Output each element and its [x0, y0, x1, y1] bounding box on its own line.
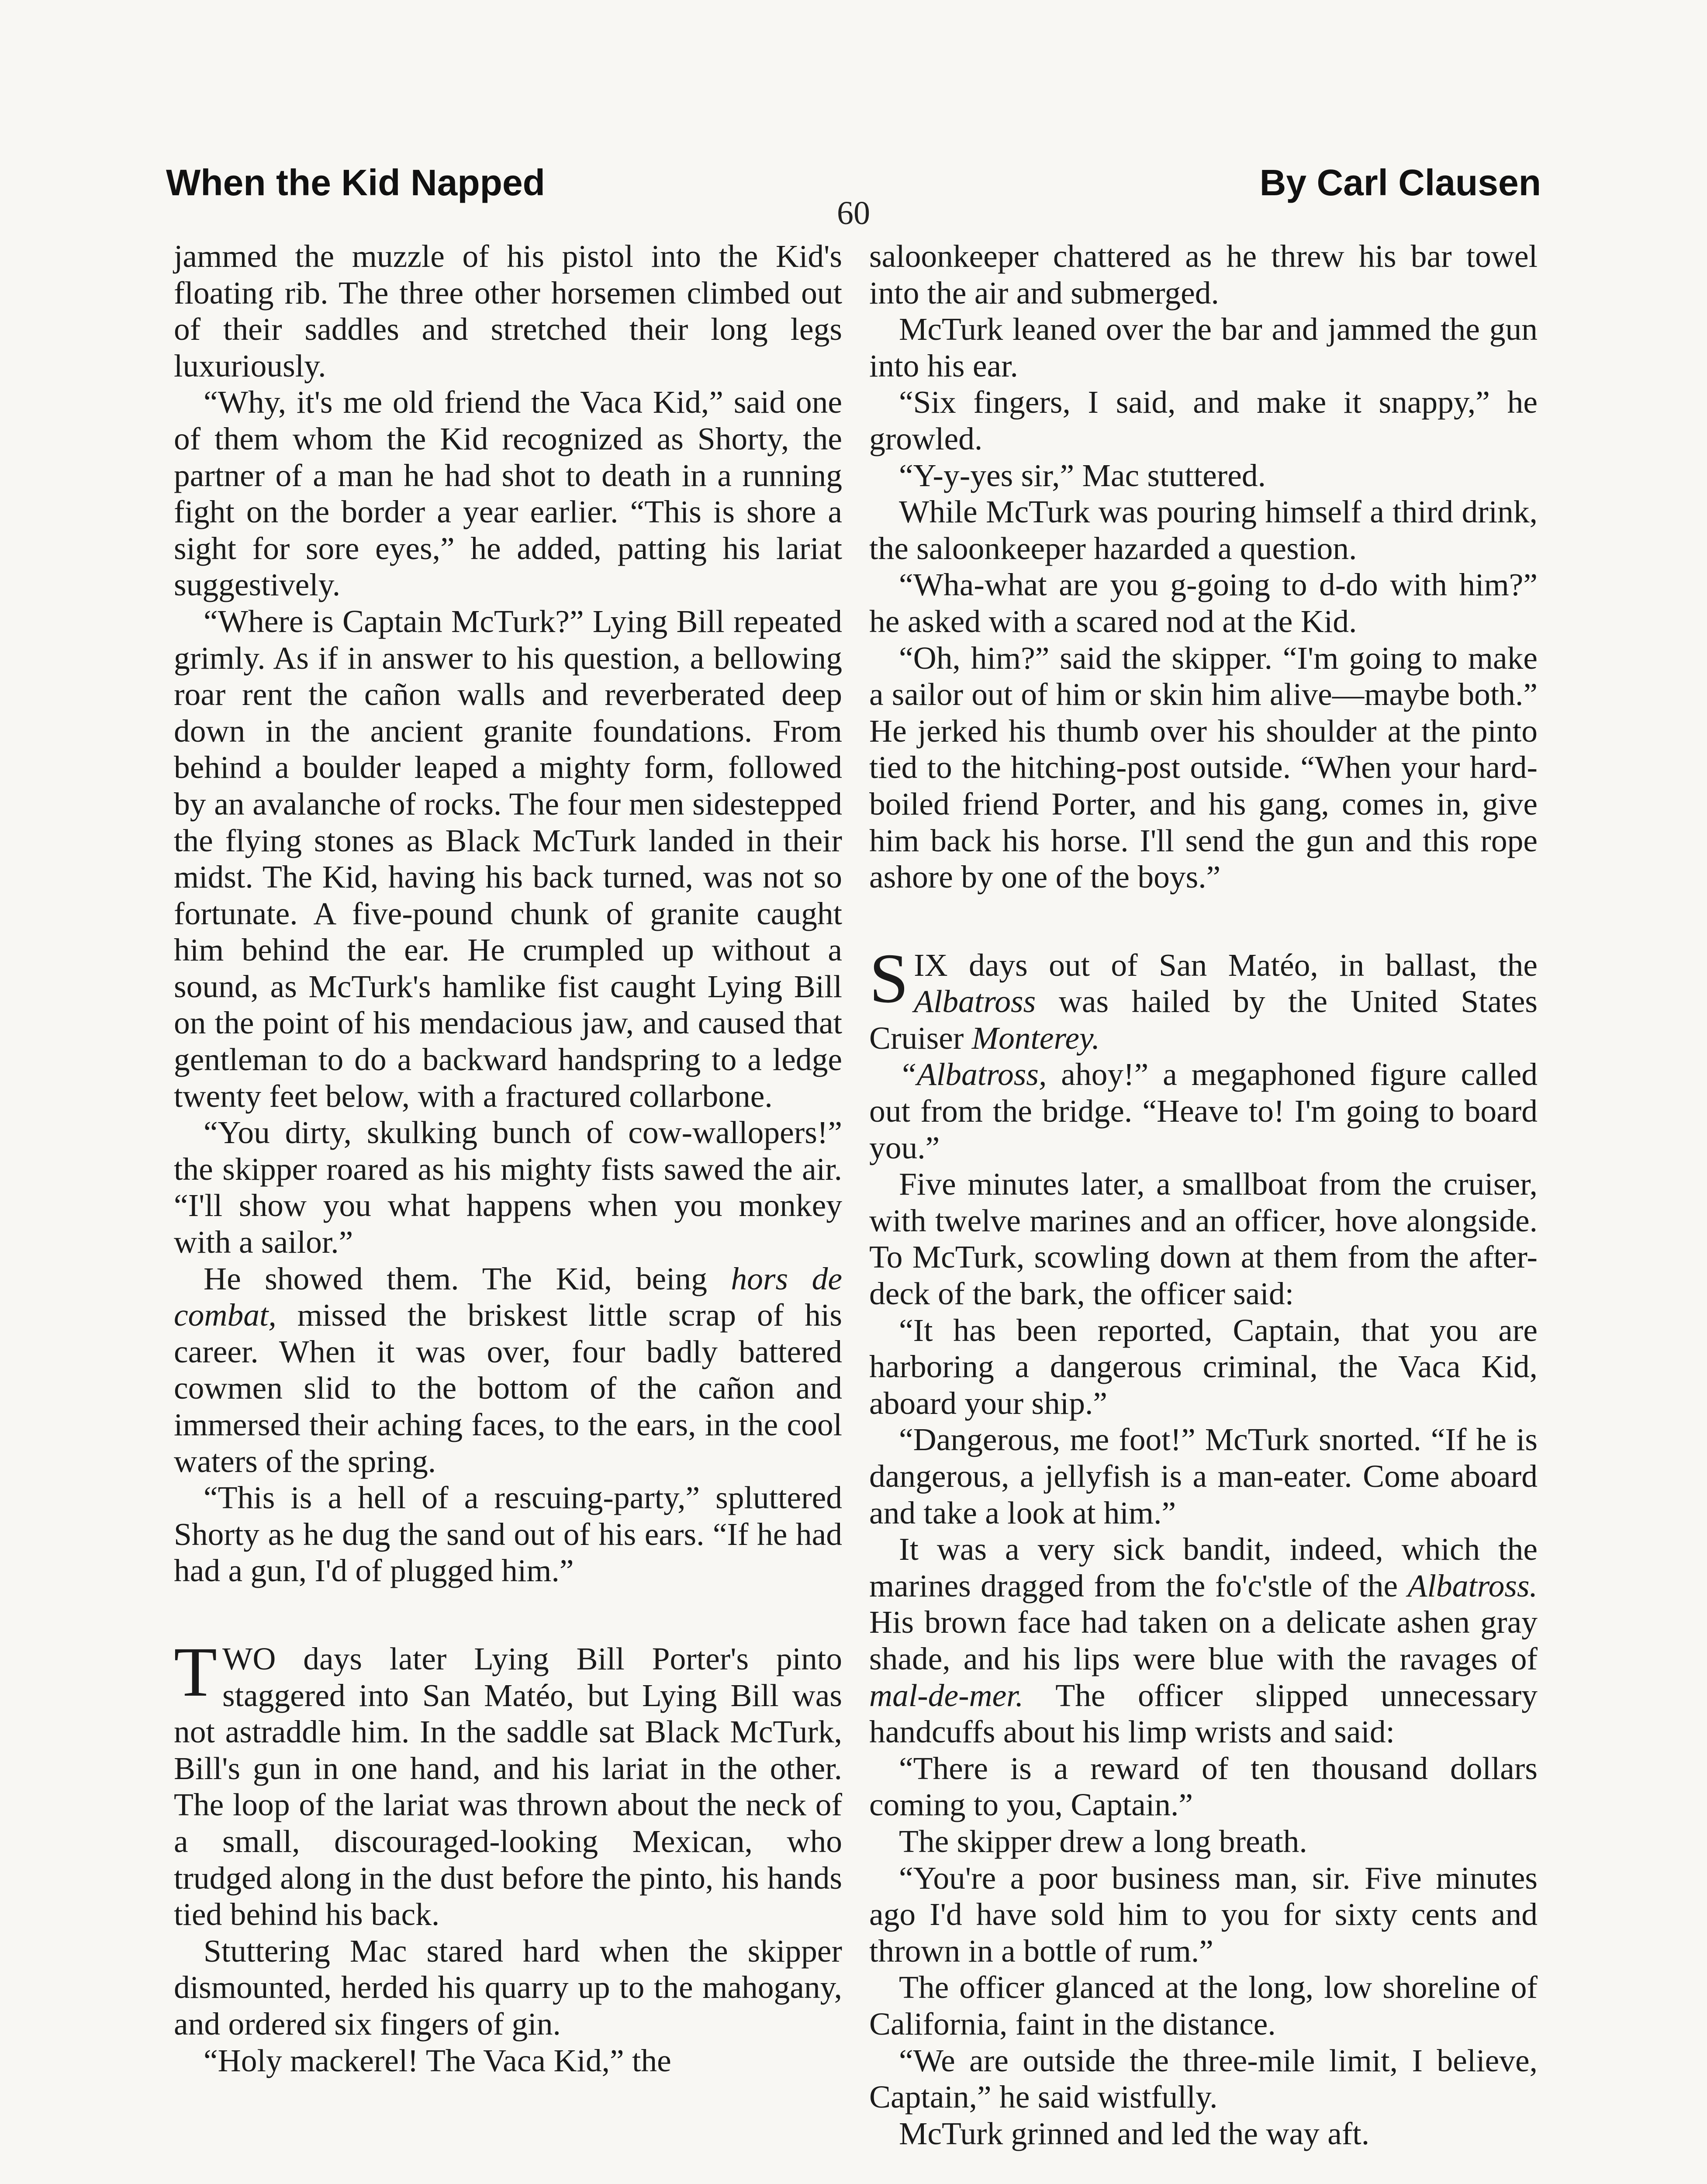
small-caps-text: IX [914, 947, 948, 983]
drop-cap: T [174, 1633, 217, 1711]
text-run: It was a very sick bandit, indeed, which the marines dragged from the fo'c'stle of the [869, 1531, 1538, 1603]
text-run: was hailed by the United States Cruiser [869, 984, 1538, 1056]
paragraph: “You dirty, skulking bunch of cow-wallopers!” the skipper roared as his mighty fists sawed the air. “I'll show you what happens when you monkey with a sailor.” [174, 1115, 842, 1260]
italic-text: Albatross [914, 984, 1036, 1019]
text-run: missed the briskest little scrap of his career. When it was over, four badly battered cowmen slid to the bottom of the cañon and immersed their aching faces, to the ears, in the cool waters of the spring. [174, 1297, 842, 1479]
section-opening-paragraph [869, 939, 1538, 1057]
italic-text: mal-de-mer. [869, 1677, 1024, 1713]
paragraph: jammed the muzzle of his pistol into the Kid's floating rib. The three other horsemen climbed out of their saddles and stretched their long legs luxuriously. [174, 238, 842, 384]
small-caps-text: WO [222, 1641, 276, 1676]
paragraph: McTurk leaned over the bar and jammed the gun into his ear. [869, 311, 1538, 384]
paragraph: While McTurk was pouring himself a third drink, the saloonkeeper hazarded a question. [869, 494, 1538, 566]
paragraph: saloonkeeper chattered as he threw his bar towel into the air and submerged. [869, 238, 1538, 311]
paragraph: “This is a hell of a rescuing-party,” spluttered Shorty as he dug the sand out of his ears. “If he had had a gun, I'd of plugged him.” [174, 1480, 842, 1589]
paragraph: “There is a reward of ten thousand dollars coming to you, Captain.” [869, 1750, 1538, 1823]
text-run: days later Lying Bill Porter's pinto staggered into San Matéo, but Lying Bill was not astraddle him. In the saddle sat Black McTurk, Bill's gun in one hand, and his lariat in the other. The loop of the lariat was thrown about the neck of a small, discouraged-looking Mexican, who trudged along in the dust before the pinto, his hands tied behind his back. [174, 1641, 842, 1932]
paragraph [174, 1261, 842, 1480]
paragraph: “Y-y-yes sir,” Mac stuttered. [899, 457, 1266, 493]
paragraph: “Dangerous, me foot!” McTurk snorted. “If he is dangerous, a jellyfish is a man-eater. Come aboard and take a look at him.” [869, 1422, 1538, 1531]
paragraph: “We are outside the three-mile limit, I believe, Captain,” he said wistfully. [869, 2042, 1538, 2115]
paragraph: “Why, it's me old friend the Vaca Kid,” said one of them whom the Kid recognized as Shorty, the partner of a man he had shot to death in a running fight on the border a year earlier. “This is shore a sight for sore eyes,” he added, patting his lariat suggestively. [174, 384, 842, 603]
paragraph: “Wha-what are you g-going to d-do with him?” he asked with a scared nod at the Kid. [869, 567, 1538, 639]
italic-text: “Albatross, [899, 1057, 1047, 1092]
paragraph: The skipper drew a long breath. [899, 1823, 1307, 1859]
italic-text: hors de combat, [174, 1261, 842, 1333]
story-title: When the Kid Napped [166, 162, 545, 203]
paragraph: Stuttering Mac stared hard when the skipper dismounted, herded his quarry up to the mahogany, and ordered six fingers of gin. [174, 1933, 842, 2042]
paragraph: Five minutes later, a smallboat from the cruiser, with twelve marines and an officer, hove alongside. To McTurk, scowling down at them from the after-deck of the bark, the officer said: [869, 1166, 1538, 1312]
drop-cap: S [869, 939, 909, 1018]
text-run: His brown face had taken on a delicate ashen gray shade, and his lips were blue with the ravages of [869, 1604, 1538, 1676]
text-run: ahoy!” a megaphoned figure called out from the bridge. “Heave to! I'm going to board you.” [869, 1057, 1538, 1165]
paragraph: “You're a poor business man, sir. Five minutes ago I'd have sold him to you for sixty cents and thrown in a bottle of rum.” [869, 1860, 1538, 1969]
paragraph: The officer glanced at the long, low shoreline of California, faint in the distance. [869, 1970, 1538, 2042]
italic-text: Monterey. [971, 1020, 1100, 1056]
paragraph [869, 1531, 1538, 1750]
paragraph [869, 1056, 1538, 1166]
page-number: 60 [837, 195, 870, 232]
left-column [174, 238, 842, 2079]
text-run: He showed them. The Kid, being [204, 1261, 731, 1296]
paragraph: “Six fingers, I said, and make it snappy,” he growled. [869, 384, 1538, 456]
paragraph: “Oh, him?” said the skipper. “I'm going to make a sailor out of him or skin him alive—maybe both.” He jerked his thumb over his shoulder at the pinto tied to the hitching-post outside. “When your hard-boiled friend Porter, and his gang, comes in, give him back his horse. I'll send the gun and this rope ashore by one of the boys.” [869, 640, 1538, 895]
paragraph: “It has been reported, Captain, that you are harboring a dangerous criminal, the Vaca Kid, aboard your ship.” [869, 1312, 1538, 1421]
paragraph: “Where is Captain McTurk?” Lying Bill repeated grimly. As if in answer to his question, a bellowing roar rent the cañon walls and reverberated deep down in the ancient granite foundations. From behind a boulder leaped a mighty form, followed by an avalanche of rocks. The four men sidestepped the flying stones as Black McTurk landed in their midst. The Kid, having his back turned, was not so fortunate. A five-pound chunk of granite caught him behind the ear. He crumpled up without a sound, as McTurk's hamlike fist caught Lying Bill on the point of his mendacious jaw, and caused that gentleman to do a backward handspring to a ledge twenty feet below, with a fractured collarbone. [174, 603, 842, 1114]
paragraph: “Holy mackerel! The Vaca Kid,” the [204, 2042, 671, 2078]
author-byline: By Carl Clausen [1259, 162, 1541, 203]
italic-text: Albatross. [1407, 1568, 1538, 1603]
section-opening-paragraph [174, 1633, 842, 1933]
text-run: The officer slipped unnecessary handcuffs about his limp wrists and said: [869, 1677, 1538, 1750]
right-column [869, 238, 1538, 2152]
paragraph: McTurk grinned and led the way aft. [899, 2115, 1370, 2151]
text-run: days out of San Matéo, in ballast, the [947, 947, 1538, 983]
